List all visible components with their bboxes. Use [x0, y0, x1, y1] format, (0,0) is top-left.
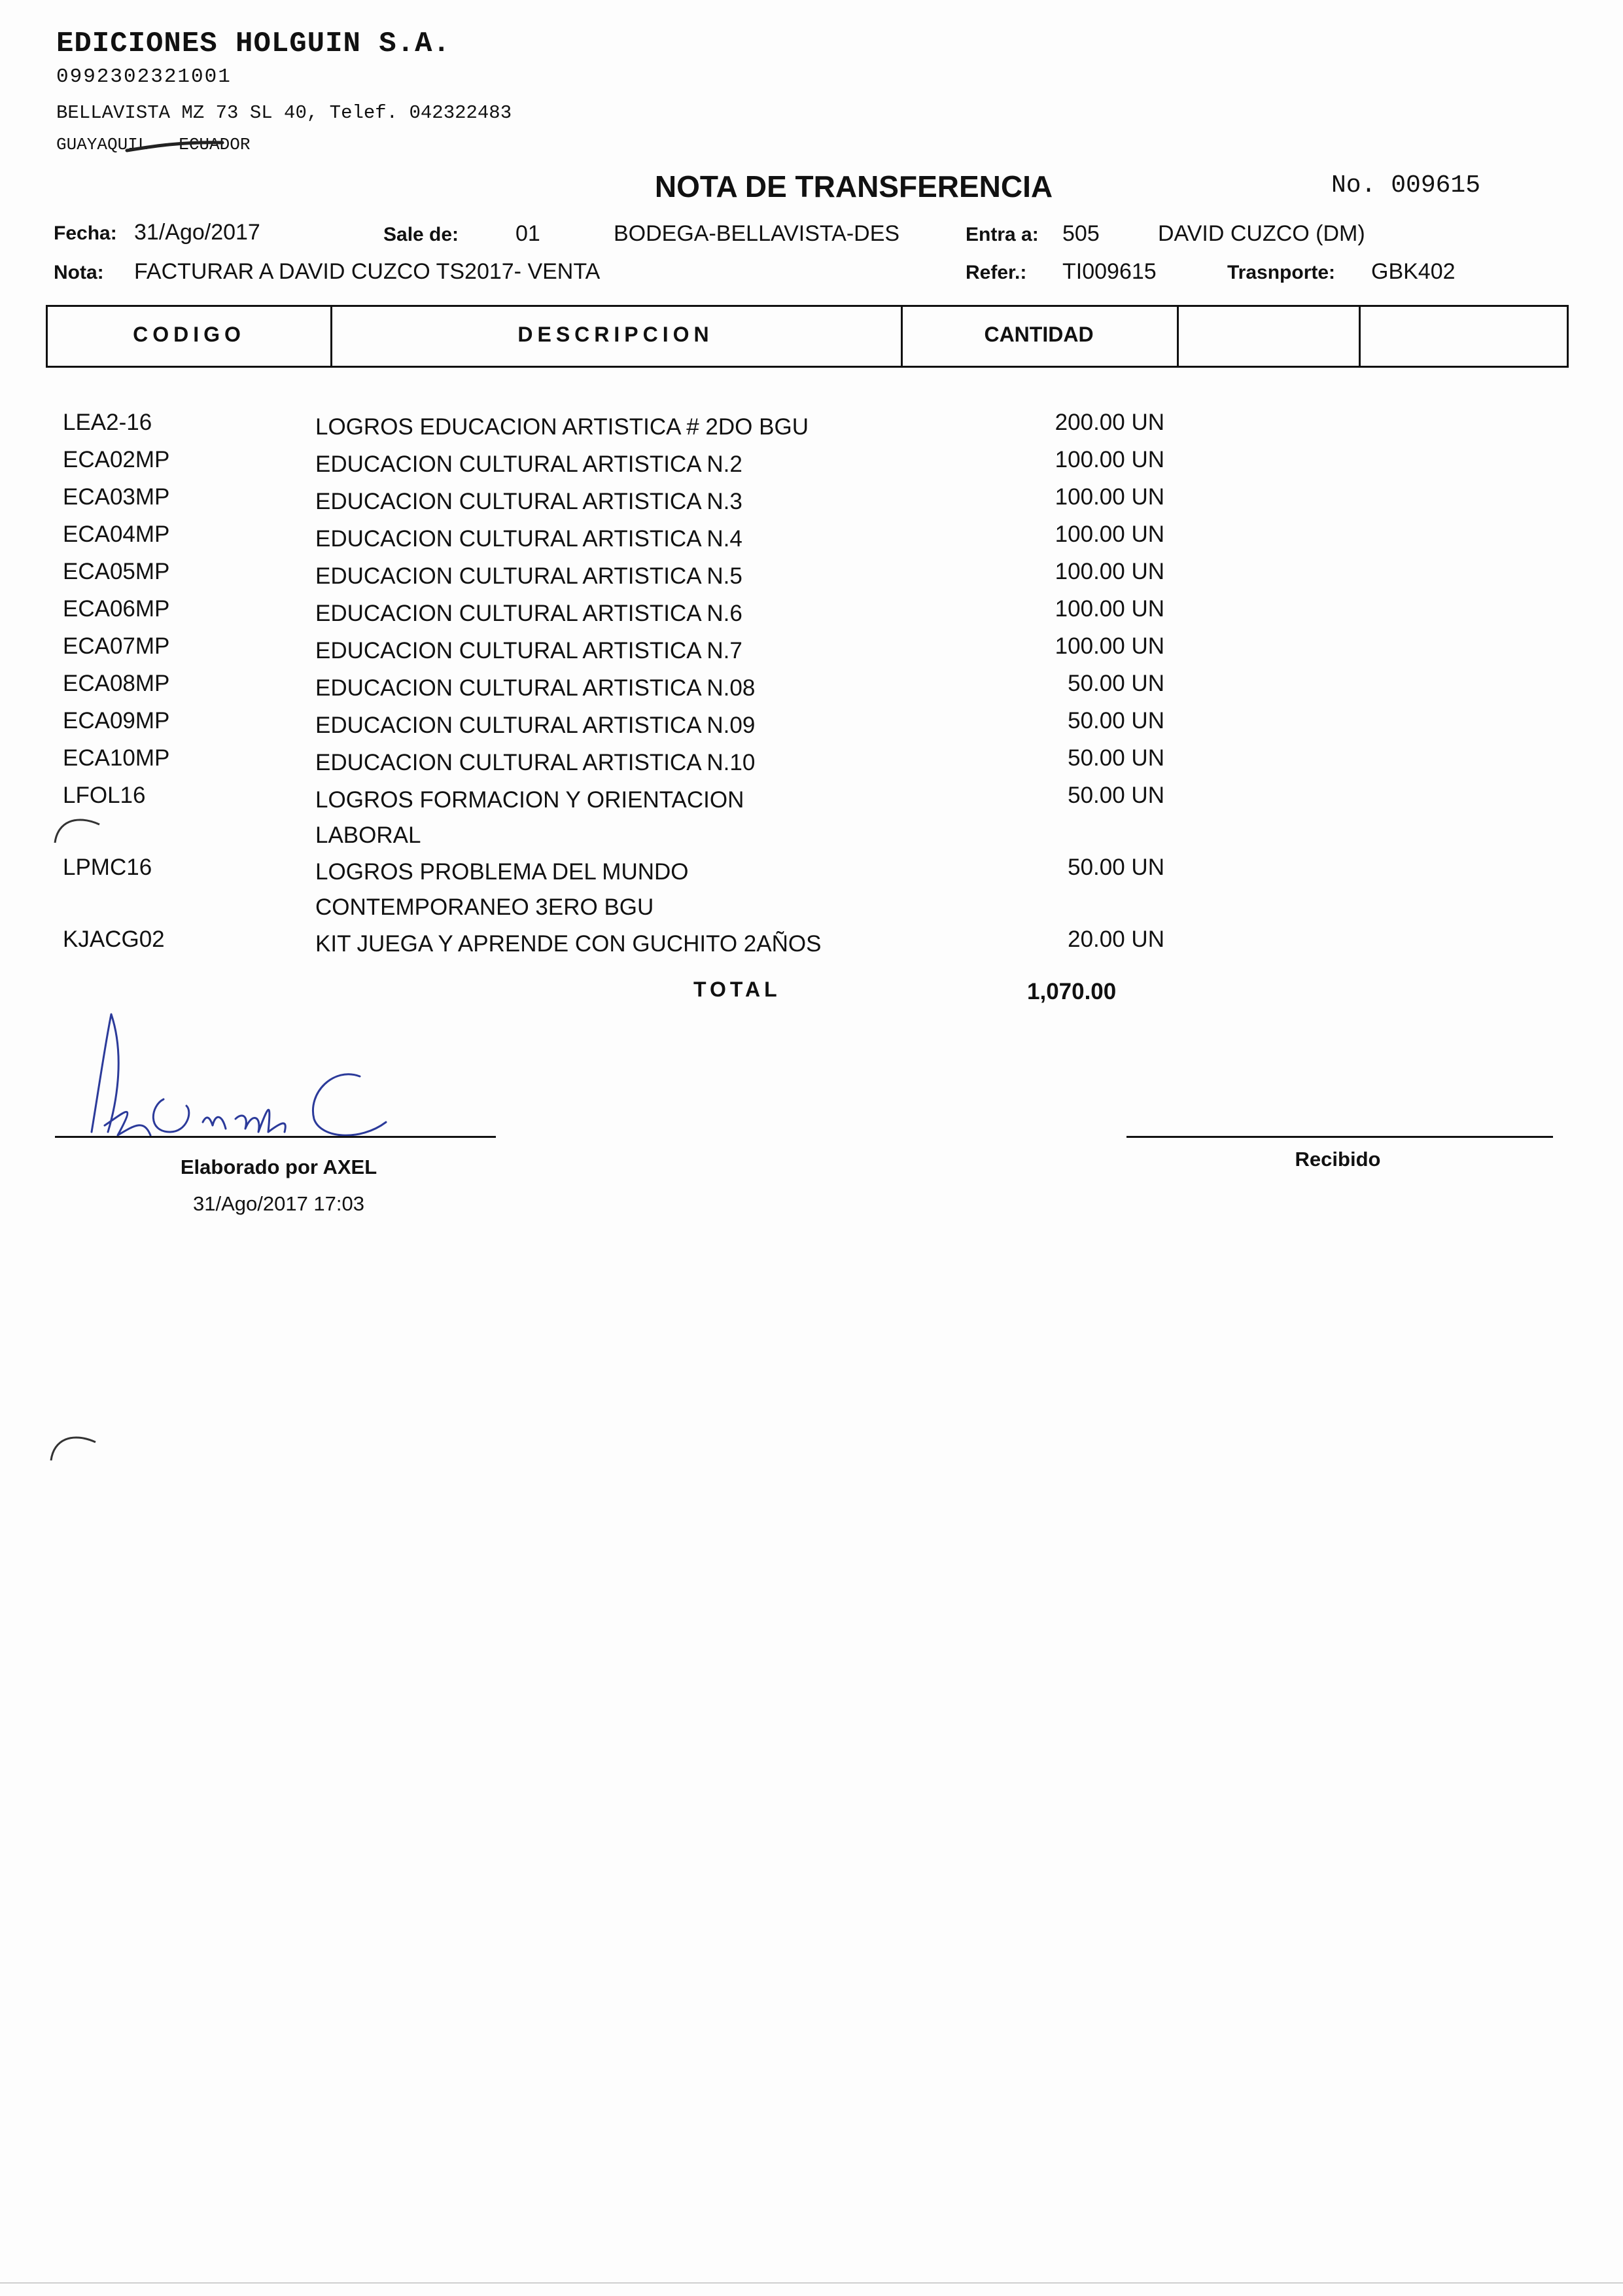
table-row	[0, 671, 1623, 707]
signature-line-elaborado	[55, 1136, 496, 1138]
row-code: LEA2-16	[63, 410, 152, 435]
row-code: ECA06MP	[63, 596, 170, 622]
total-value: 1,070.00	[1027, 979, 1117, 1004]
row-quantity: 50.00 UN	[1068, 855, 1164, 880]
header-cantidad: CANTIDAD	[984, 323, 1094, 346]
row-code: ECA07MP	[63, 633, 170, 659]
entra-code: 505	[1062, 221, 1100, 246]
row-quantity: 100.00 UN	[1055, 596, 1164, 622]
row-quantity: 100.00 UN	[1055, 633, 1164, 659]
table-row	[0, 447, 1623, 484]
nota-label: Nota:	[54, 262, 104, 283]
row-description: EDUCACION CULTURAL ARTISTICA N.5	[315, 563, 742, 589]
table-row	[0, 596, 1623, 633]
row-quantity: 100.00 UN	[1055, 484, 1164, 510]
table-row	[0, 559, 1623, 595]
table-row	[0, 521, 1623, 558]
document-title: NOTA DE TRANSFERENCIA	[654, 169, 1053, 203]
row-quantity: 20.00 UN	[1068, 927, 1164, 952]
row-description: EDUCACION CULTURAL ARTISTICA N.2	[315, 451, 742, 477]
row-quantity: 100.00 UN	[1055, 521, 1164, 547]
refer-value: TI009615	[1062, 259, 1157, 284]
company-ruc: 0992302321001	[56, 65, 232, 88]
row-code: ECA02MP	[63, 447, 170, 472]
total-label: TOTAL	[693, 978, 781, 1001]
pen-stroke-mark	[124, 139, 229, 154]
row-quantity: 50.00 UN	[1068, 708, 1164, 733]
table-header	[46, 305, 1569, 368]
entra-label: Entra a:	[966, 224, 1039, 245]
entra-name: DAVID CUZCO (DM)	[1158, 221, 1365, 246]
table-row	[0, 745, 1623, 782]
elaborado-por: Elaborado por AXEL	[180, 1156, 377, 1178]
header-descripcion: DESCRIPCION	[517, 323, 714, 346]
refer-label: Refer.:	[966, 262, 1027, 283]
row-quantity: 200.00 UN	[1055, 410, 1164, 435]
page-edge	[0, 2282, 1623, 2284]
company-city: GUAYAQUIL - ECUADOR	[56, 135, 251, 154]
row-code: LPMC16	[63, 855, 152, 880]
punch-hole-icon	[50, 809, 109, 848]
sale-label: Sale de:	[383, 224, 459, 245]
nota-value: FACTURAR A DAVID CUZCO TS2017- VENTA	[134, 259, 601, 284]
row-code: KJACG02	[63, 927, 165, 952]
table-row	[0, 708, 1623, 745]
punch-hole-icon	[46, 1426, 105, 1466]
table-row	[0, 410, 1623, 446]
row-code: ECA08MP	[63, 671, 170, 696]
transporte-value: GBK402	[1371, 259, 1456, 284]
company-address: BELLAVISTA MZ 73 SL 40, Telef. 042322483	[56, 102, 512, 124]
table-row	[0, 484, 1623, 521]
row-description: EDUCACION CULTURAL ARTISTICA N.4	[315, 526, 742, 552]
table-row-continuation	[0, 890, 1623, 927]
signature-line-recibido	[1126, 1136, 1553, 1138]
row-quantity: 50.00 UN	[1068, 745, 1164, 771]
row-code: ECA09MP	[63, 708, 170, 733]
row-description-line2: LABORAL	[315, 822, 421, 848]
sale-code: 01	[515, 221, 540, 246]
row-code: ECA10MP	[63, 745, 170, 771]
fecha-label: Fecha:	[54, 222, 117, 244]
table-row	[0, 783, 1623, 819]
recibido-label: Recibido	[1295, 1148, 1381, 1171]
row-quantity: 50.00 UN	[1068, 783, 1164, 808]
company-name: EDICIONES HOLGUIN S.A.	[56, 27, 451, 60]
row-code: LFOL16	[63, 783, 146, 808]
row-description: LOGROS FORMACION Y ORIENTACION	[315, 787, 744, 813]
row-description: LOGROS EDUCACION ARTISTICA # 2DO BGU	[315, 414, 809, 440]
elaborado-date: 31/Ago/2017 17:03	[192, 1192, 365, 1215]
row-code: ECA03MP	[63, 484, 170, 510]
row-description: EDUCACION CULTURAL ARTISTICA N.10	[315, 750, 756, 775]
row-description: EDUCACION CULTURAL ARTISTICA N.3	[315, 489, 742, 514]
row-description: EDUCACION CULTURAL ARTISTICA N.7	[315, 638, 742, 663]
signature-image	[72, 1001, 412, 1152]
transporte-label: Trasnporte:	[1227, 262, 1336, 283]
row-description: LOGROS PROBLEMA DEL MUNDO	[315, 859, 689, 885]
row-quantity: 50.00 UN	[1068, 671, 1164, 696]
table-row	[0, 855, 1623, 891]
sale-name: BODEGA-BELLAVISTA-DES	[614, 221, 900, 246]
table-row-continuation	[0, 818, 1623, 855]
row-description: EDUCACION CULTURAL ARTISTICA N.6	[315, 601, 742, 626]
row-description: EDUCACION CULTURAL ARTISTICA N.08	[315, 675, 756, 701]
row-description-line2: CONTEMPORANEO 3ERO BGU	[315, 894, 654, 920]
table-row	[0, 633, 1623, 670]
row-code: ECA04MP	[63, 521, 170, 547]
document-number: No. 009615	[1331, 171, 1481, 200]
row-quantity: 100.00 UN	[1055, 447, 1164, 472]
row-code: ECA05MP	[63, 559, 170, 584]
row-description: KIT JUEGA Y APRENDE CON GUCHITO 2AÑOS	[315, 931, 822, 957]
header-codigo: CODIGO	[133, 323, 245, 346]
fecha-value: 31/Ago/2017	[134, 220, 260, 245]
row-quantity: 100.00 UN	[1055, 559, 1164, 584]
table-row	[0, 927, 1623, 963]
row-description: EDUCACION CULTURAL ARTISTICA N.09	[315, 713, 756, 738]
